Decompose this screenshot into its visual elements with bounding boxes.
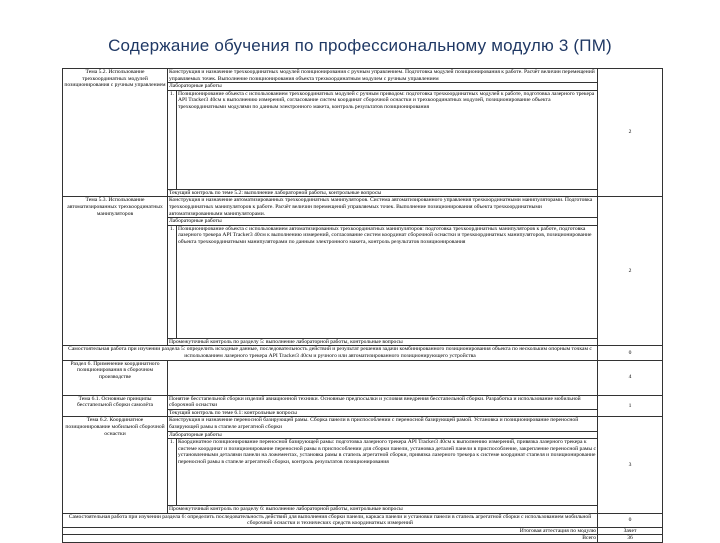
table-row xyxy=(63,527,663,535)
topic-6-1-hours: 1 xyxy=(598,395,663,417)
total-label: Всего xyxy=(63,535,598,543)
table-row xyxy=(63,513,663,527)
lab-header: Лабораторные работы xyxy=(168,218,598,226)
topic-6-2-hours: 3 xyxy=(598,417,663,513)
final-attestation-label: Итоговая аттестация по модулю xyxy=(63,527,598,535)
self-work-5-hours: 0 xyxy=(598,346,663,360)
lab-number: 1. xyxy=(168,90,177,189)
lab-number: 1. xyxy=(168,439,177,506)
lab-description: Координатное позиционирование переносной базирующей рамы: подготовка лазерного трекера API Tracker3 40см к выполнению измерений, привязка лазерного трекера к системе координат и позиционирование переносной рамы в приспособлении для сборки панели, установка деталей панели в приспособление, закрепление переносной рамы с установленными деталями панели на ложементах, установка рамы в стапель агрегатной сборки, привязка лазерного трекера к системе координат стапеля и позиционирование переносной рамы в стапеле агрегатной сборки, контроль результатов позиционирования xyxy=(177,439,598,506)
topic-5-3-name: Тема 5.3. Использование автоматизированных трехкоординатных манипуляторов xyxy=(63,197,168,346)
topic-5-3-hours: 2 xyxy=(598,197,663,346)
page-title: Содержание обучения по профессиональному модулю 3 (ПМ) xyxy=(108,36,612,55)
table-row xyxy=(63,360,663,395)
topic-control: Текущий контроль по теме 6.1: контрольные вопросы xyxy=(168,409,598,417)
topic-5-3-content: Конструкция и назначение автоматизированных трехкоординатных манипуляторов. Система автоматизированного управления трехкоординатными манипуляторами. Подготовка трехкоординатных манипуляторов к работе. Расчёт величин перемещений управляемых точек. Выполнение позиционирования объекта трехкоординатными автоматизированными манипуляторами. xyxy=(168,197,598,218)
topic-5-2-name: Тема 5.2. Использование трехкоординатных модулей позиционирования с ручным управлением xyxy=(63,69,168,197)
lab-description: Позиционирование объекта с использованием трехкоординатных модулей с ручным приводом: подготовка трехкоординатных модулей к работе, подготовка лазерного трекера API Tracker3 40см к выполнению измерений, согласование систем координат сборочной оснастки и трехкоординатных модулей, позиционирование объекта трехкоординатными модулями по данным электронного макета, контроль результатов позиционирования xyxy=(177,90,598,189)
topic-5-2-content: Конструкция и назначение трехкоординатных модулей позиционирования с ручным управлением. Подготовка модулей позиционирования к работе. Расчёт величин перемещений управляемых точек. Выполнение позиционирования объекта трехкоординатным модулем с ручным управлением xyxy=(168,69,598,83)
section-6-hours: 4 xyxy=(598,360,663,395)
table-row xyxy=(63,535,663,543)
table-row xyxy=(63,346,663,360)
topic-5-2-hours: 2 xyxy=(598,69,663,197)
total-value: 36 xyxy=(598,535,663,543)
lab-header: Лабораторные работы xyxy=(168,431,598,439)
topic-control: Текущий контроль по теме 5.2: выполнение лабораторной работы, контрольные вопросы xyxy=(168,189,598,197)
table-row xyxy=(63,69,663,83)
table-row xyxy=(63,395,663,409)
topic-6-2-content: Конструкция и назначение переносной базирующей рамы. Сборка панели в приспособлении с переносной базирующей рамой. Установка и позиционирование переносной базирующей рамы в стапеле агрегатной сборки xyxy=(168,417,598,431)
lab-description: Позиционирование объекта с использованием автоматизированных трехкоординатных манипуляторов: подготовка трехкоординатных манипуляторов к работе, подготовка лазерного трекера API Tracker3 40см к выполнению измерений, согласование систем координат сборочной оснастки и трехкоординатных манипуляторов, позиционирование объекта трехкоординатными манипуляторами по данным электронного макета, контроль результатов позиционирования xyxy=(177,225,598,338)
self-work-6: Самостоятельная работа при изучении раздела 6: определить последовательность действий для выполнения сборки панели, каркаса панели и установки панели в стапель агрегатной сборки с использованием мобильной сборочной оснастки и технических средств координатных измерений xyxy=(63,513,598,527)
topic-6-1-content: Понятие бесстапельной сборки изделий авиационной техники. Основные предпосылки и условия внедрения бесстапельной сборки. Разработка и использование мобильной сборочной оснастки xyxy=(168,395,598,409)
table-row xyxy=(63,417,663,431)
final-attestation-value: Зачет xyxy=(598,527,663,535)
table-row xyxy=(63,197,663,218)
topic-6-1-name: Тема 6.1. Основные принципы бесстапельной сборки самолёта xyxy=(63,395,168,417)
section-6-empty xyxy=(168,360,598,395)
topic-control: Промежуточный контроль по разделу 5: выполнение лабораторной работы, контрольные вопросы xyxy=(168,338,598,346)
lab-header: Лабораторные работы xyxy=(168,83,598,91)
self-work-5: Самостоятельная работа при изучении раздела 5: определить исходные данные, последовательность действий и результат решения задачи комбинированного позиционирования объекта по нескольким опорным точкам с использованием лазерного трекера API Tracker3 40см и ручного или автоматизированного позиционирующего устройства xyxy=(63,346,598,360)
section-6-name: Раздел 6. Применение координатного позиционирования в сборочном производстве xyxy=(63,360,168,395)
topic-6-2-name: Тема 6.2. Координатное позиционирование мобильной сборочной оснастки xyxy=(63,417,168,513)
topic-control: Промежуточный контроль по разделу 6: выполнение лабораторной работы, контрольные вопросы xyxy=(168,506,598,514)
self-work-6-hours: 0 xyxy=(598,513,663,527)
lab-number: 1. xyxy=(168,225,177,338)
curriculum-table xyxy=(62,68,663,543)
